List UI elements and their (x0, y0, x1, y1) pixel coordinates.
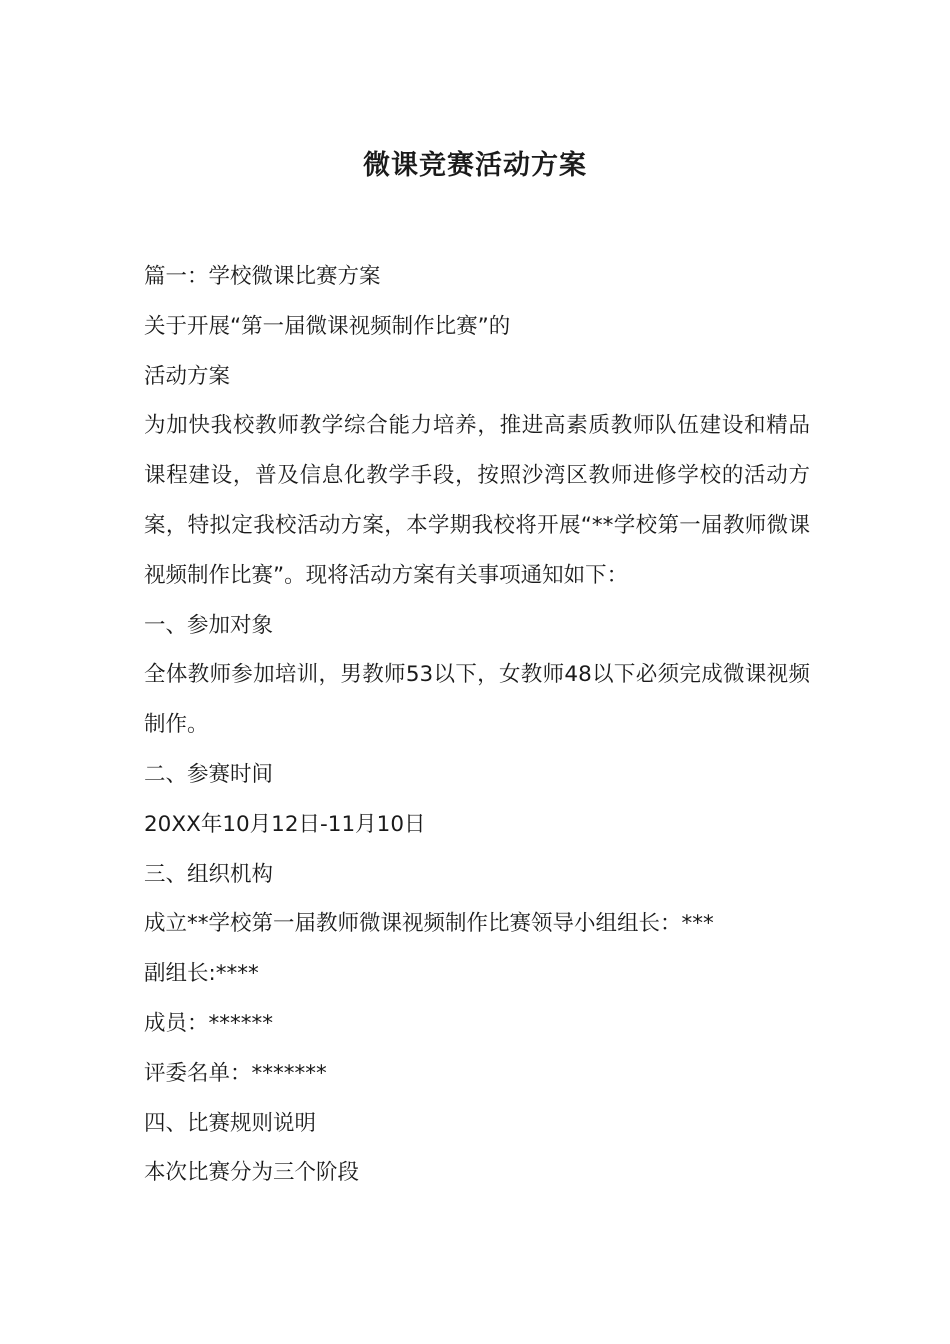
organization-members-line: 成员：****** (144, 1010, 274, 1036)
section-heading-rules: 四、比赛规则说明 (144, 1110, 317, 1136)
section-heading-part-one: 篇一：学校微课比赛方案 (144, 264, 381, 289)
section-heading-organization: 三、组织机构 (144, 861, 274, 887)
intro-paragraph: 为加快我校教师教学综合能力培养，推进高素质教师队伍建设和精品课程建设，普及信息化教学手段，按照沙湾区教师进修学校的活动方案，特拟定我校活动方案，本学期我校将开展“**学校第一届教师微课视频制作比赛”。现将活动方案有关事项通知如下： (144, 413, 810, 588)
organization-deputy-line: 副组长:**** (144, 961, 259, 987)
judges-line: 评委名单：******* (144, 1060, 327, 1086)
section-heading-time: 二、参赛时间 (144, 761, 274, 787)
participants-paragraph: 全体教师参加培训，男教师53以下，女教师48以下必须完成微课视频制作。 (144, 662, 810, 738)
document-title: 微课竞赛活动方案 (363, 150, 587, 181)
notice-title-line-2: 活动方案 (144, 363, 231, 389)
time-paragraph: 20XX年10月12日-11月10日 (144, 811, 426, 837)
organization-leader-line: 成立**学校第一届教师微课视频制作比赛领导小组组长：*** (144, 911, 714, 937)
notice-title-line-1: 关于开展“第一届微课视频制作比赛”的 (144, 313, 511, 339)
rules-paragraph: 本次比赛分为三个阶段 (144, 1160, 360, 1186)
section-heading-participants: 一、参加对象 (144, 612, 274, 638)
document-body (144, 252, 810, 1198)
